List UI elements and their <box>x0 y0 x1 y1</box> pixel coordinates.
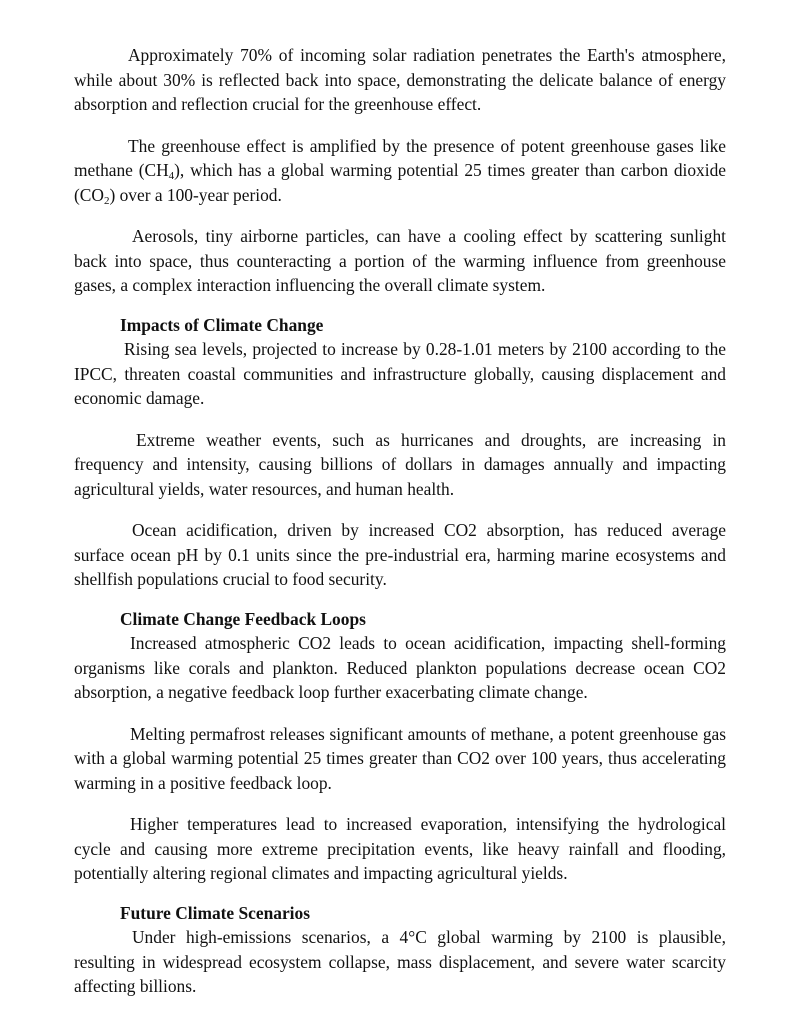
paragraph-atmospheric-co2: Increased atmospheric CO2 leads to ocean acidification, impacting shell-forming organisms like corals and plankton. Reduced plankton populations decrease ocean CO2 absorption, a negative feedback loop further exacerbating climate change. <box>74 633 726 702</box>
text-segment: The greenhouse effect is amplified by the presence of potent greenhouse gases like methane (CH <box>74 135 726 180</box>
paragraph-ocean-acidification: Ocean acidification, driven by increased CO2 absorption, has reduced average surface ocean pH by 0.1 units since the pre-industrial era, harming marine ecosystems and shellfish populations crucial to food security. <box>74 520 726 589</box>
subscript-2: 2 <box>103 194 110 207</box>
heading-future-scenarios: Future Climate Scenarios <box>120 902 310 923</box>
heading-feedback-loops: Climate Change Feedback Loops <box>120 608 366 629</box>
paragraph-sea-levels: Rising sea levels, projected to increase by 0.28-1.01 meters by 2100 according to the IPCC, threaten coastal communities and infrastructure globally, causing displacement and economic damage. <box>74 339 726 408</box>
paragraph-permafrost: Melting permafrost releases significant amounts of methane, a potent greenhouse gas with a global warming potential 25 times greater than CO2 over 100 years, thus accelerating warming in a positive feedback loop. <box>74 723 726 793</box>
paragraph-solar-radiation: Approximately 70% of incoming solar radiation penetrates the Earth's atmosphere, while about 30% is reflected back into space, demonstrating the delicate balance of energy absorption and reflection crucial for the greenhouse effect. <box>74 45 726 114</box>
text-segment: ) over a 100-year period. <box>109 184 282 205</box>
heading-impacts: Impacts of Climate Change <box>120 314 324 335</box>
paragraph-extreme-weather: Extreme weather events, such as hurricanes and droughts, are increasing in frequency and intensity, causing billions of dollars in damages annually and impacting agricultural yields, water resources, and human health. <box>74 429 726 499</box>
paragraph-aerosols: Aerosols, tiny airborne particles, can have a cooling effect by scattering sunlight back into space, thus counteracting a portion of the warming influence from greenhouse gases, a complex interaction influencing the overall climate system. <box>74 226 726 295</box>
text-segment: ), which has a global warming potential 25 times greater than carbon dioxide (CO <box>74 160 726 205</box>
subscript-4: 4 <box>168 170 175 182</box>
paragraph-greenhouse-amplified <box>74 134 726 208</box>
paragraph-high-emissions: Under high-emissions scenarios, a 4°C global warming by 2100 is plausible, resulting in widespread ecosystem collapse, mass displacement, and severe water scarcity affecting billions. <box>74 927 726 996</box>
paragraph-evaporation: Higher temperatures lead to increased evaporation, intensifying the hydrological cycle and causing more extreme precipitation events, like heavy rainfall and flooding, potentially altering regional climates and impacting agricultural yields. <box>74 814 726 883</box>
